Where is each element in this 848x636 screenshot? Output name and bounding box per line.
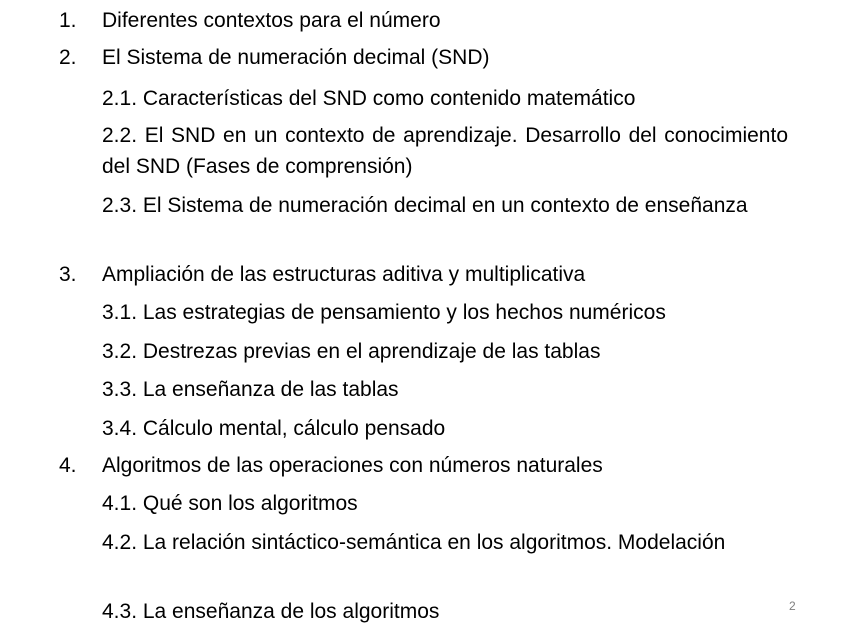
item-4-number: 4. xyxy=(59,454,77,477)
subitem-3-3: 3.3. La enseñanza de las tablas xyxy=(102,378,399,401)
item-4-text: Algoritmos de las operaciones con números naturales xyxy=(102,454,603,477)
item-1-number: 1. xyxy=(59,9,77,32)
subitem-4-2: 4.2. La relación sintáctico-semántica en los algoritmos. Modelación xyxy=(102,531,726,554)
item-1-text: Diferentes contextos para el número xyxy=(102,9,441,32)
subitem-4-1: 4.1. Qué son los algoritmos xyxy=(102,492,358,515)
subitem-4-3: 4.3. La enseñanza de los algoritmos xyxy=(102,600,440,623)
item-3-text: Ampliación de las estructuras aditiva y multiplicativa xyxy=(102,263,586,286)
subitem-3-2: 3.2. Destrezas previas en el aprendizaje de las tablas xyxy=(102,340,601,363)
item-2-number: 2. xyxy=(59,46,77,69)
subitem-2-3: 2.3. El Sistema de numeración decimal en un contexto de enseñanza xyxy=(102,194,748,217)
subitem-3-4: 3.4. Cálculo mental, cálculo pensado xyxy=(102,417,446,440)
subitem-3-1: 3.1. Las estrategias de pensamiento y los hechos numéricos xyxy=(102,301,666,324)
page-number: 2 xyxy=(789,599,796,613)
subitem-2-1: 2.1. Características del SND como contenido matemático xyxy=(102,87,636,110)
item-3-number: 3. xyxy=(59,263,77,286)
subitem-2-2: 2.2. El SND en un contexto de aprendizaje. Desarrollo del conocimiento del SND (Fases de comprensión) xyxy=(102,124,788,178)
item-2-text: El Sistema de numeración decimal (SND) xyxy=(102,46,490,69)
